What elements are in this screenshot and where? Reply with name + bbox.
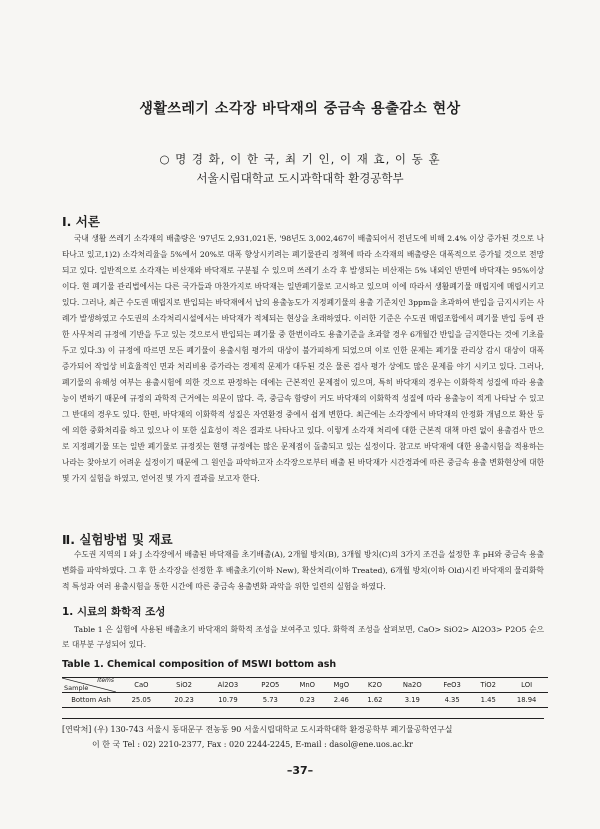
column-header: K2O <box>367 681 382 689</box>
column-header: P2O5 <box>261 681 280 689</box>
table-cell: 3.19 <box>404 696 420 704</box>
column-header: Na2O <box>402 681 422 689</box>
page-number: –37– <box>286 764 314 777</box>
column-header: MnO <box>299 681 315 689</box>
column-header: TiO2 <box>480 681 496 689</box>
composition-paragraph: Table 1 은 실험에 사용된 배출초기 바닥재의 화학적 조성을 보여주고 있다. 화학적 조성을 살펴보면, CaO> SiO2> Al2O3> P2O5 순으로 대부분 구성되어 있다. <box>62 625 544 650</box>
table-cell: 18.94 <box>516 696 537 704</box>
table-cell: 1.45 <box>480 696 496 704</box>
table-cell: 0.23 <box>299 696 315 704</box>
contact-footnote <box>62 722 552 752</box>
methods-paragraph: 수도권 지역의 I 와 J 소각장에서 배출된 바닥재를 초기배출(A), 2개월 방치(B), 3개월 방치(C)의 3가지 조건을 설정한 후 pH와 중금속 용출 변화를 파악하였다. 그 후 한 소각장을 선정한 후 배출초기(이하 New), 확산처리(이하 Treated), 6개월 방치(이하 Old)시킨 바닥재의 물리화학적 특성과 여러 용출시험을 통한 시간에 따른 중금속 용출변화 과악을 위한 일련의 실험을 하였다. <box>62 550 544 591</box>
chemical-composition-table <box>62 677 548 708</box>
subsection-heading-composition: 1. 시료의 화학적 조성 <box>62 606 166 618</box>
column-header: LOI <box>521 681 533 689</box>
table-cell: 4.35 <box>444 696 460 704</box>
footnote-divider <box>62 718 544 719</box>
table-cell: 1.62 <box>367 696 383 704</box>
column-header: Al2O3 <box>217 681 239 689</box>
column-header: CaO <box>134 681 149 689</box>
corner-items-label: Items <box>97 677 114 684</box>
affiliation: 서울시립대학교 도시과학대학 환경공학부 <box>196 171 404 185</box>
column-header: FeO3 <box>443 681 461 689</box>
table-cell: 2.46 <box>333 696 349 704</box>
table-cell: 20.23 <box>174 696 194 704</box>
section-heading-methods: Ⅱ. 실험방법 및 재료 <box>62 532 173 547</box>
row-sample-label: Bottom Ash <box>71 696 111 704</box>
column-header: SiO2 <box>176 681 192 689</box>
section-heading-introduction: Ⅰ. 서론 <box>62 214 100 229</box>
table-cell: 25.05 <box>131 696 152 704</box>
author-list: ○ 명 경 화, 이 한 국, 최 기 인, 이 재 효, 이 동 훈 <box>159 152 441 166</box>
paper-title: 생활쓰레기 소각장 바닥재의 중금속 용출감소 현상 <box>139 101 461 117</box>
table-caption: Table 1. Chemical composition of MSWI bottom ash <box>62 659 337 670</box>
table-corner-cell <box>62 678 120 693</box>
table-cell: 10.79 <box>218 696 238 704</box>
contact-phone-email: 이 한 국 Tel : 02) 2210-2377, Fax : 020 2244-2245, E-mail : dasol@ene.uos.ac.kr <box>92 740 413 749</box>
table-cell: 5.73 <box>262 696 278 704</box>
introduction-paragraph: 국내 생활 쓰레기 소각재의 배출량은 '97년도 2,931,021톤, '98년도 3,002,467이 배출되어서 전년도에 비해 2.4% 이상 증가된 것으로 나타나고 있고,1)2) 소각처리율을 5%에서 20%로 대폭 향상시키려는 폐기물관리 정책에 따라 소각재의 배출량은 대폭적으로 증가될 것으로 전망되고 있다. 일반적으로 소각재는 비산재와 바닥재로 구분될 수 있으며 쓰레기 소각 후 발생되는 비산재는 5% 내외인 반면에 바닥재는 95%이상이다. 현 폐기물 관리법에서는 다른 국가들과 마찬가지로 바닥재는 일반폐기물로 고시하고 있으며 이에 따라서 생활폐기물 매립지에 매립시키고 있다. 그러나, 최근 수도권 매립지로 반입되는 바닥재에서 납의 용출농도가 지정폐기물의 용출 기준치인 3ppm을 초과하여 반입을 금지시키는 사례가 발생하였고 수도권의 소각처리시설에서는 바닥재가 적체되는 현상을 초래하였다. 이러한 기준은 수도권 매립조합에서 폐기물 반입 등에 관한 사무처리 규정에 기반을 두고 있는 것으로서 반입되는 폐기물 중 한번이라도 용출기준을 초과할 경우 6개월간 반입을 금지한다는 것에 기초를 두고 있다.3) 이 규정에 따르면 모든 폐기물이 용출시험 평가의 대상이 불가피하게 되었으며 이로 인한 문제는 폐기물 관리상 감시 대상이 대폭 증가되어 작업상 비효율적인 면과 처리비용 증가라는 경제적 문제가 대두된 것은 물론 검사 평가 상에도 많은 문제를 야기 시키고 있다. 그러나, 폐기물의 유해성 여부는 용출시험에 의한 것으로 판정하는 데에는 근본적인 문제점이 있으며, 특히 바닥재의 경우는 이화학적 성질에 따라 용출능이 변하기 때문에 규정의 과학적 근거에는 의문이 많다. 즉, 중금속 함량이 커도 바닥재의 이화학적 성질에 따라 용출능이 적게 나타날 수 있고 그 반대의 경우도 있다. 한편, 바닥재의 이화학적 성질은 자연환경 중에서 쉽게 변한다. 최근에는 소각장에서 바닥재의 안정화 개념으로 확산 등에 의한 중화처리를 하고 있으나 이 또한 실효성이 적은 결과로 나타나고 있다. 이렇게 소각재 처리에 대한 근본적 대책 마련 없이 용출검사 만으로 지정폐기물 또는 일반 폐기물로 규정짓는 현행 규정에는 많은 문제점이 돌출되고 있는 실정이다. 참고로 바닥재에 대한 용출시험을 적용하는 나라는 찾아보기 어려운 실정이기 때문에 그 원인을 파악하고자 소각장으로부터 배출 된 바닥재가 시간경과에 따른 중금속 용출 변화현상에 대한 몇 가지 실험을 하였고, 얻어진 몇 가지 결과를 보고자 한다. <box>62 234 544 483</box>
table-header-row <box>62 678 548 693</box>
table-row <box>62 693 548 708</box>
column-header: MgO <box>333 681 350 689</box>
corner-sample-label: Sample <box>64 684 89 692</box>
contact-address: [연락처] (우) 130-743 서울시 동대문구 전농동 90 서울시립대학교 도시과학대학 환경공학부 폐기물공학연구실 <box>62 725 453 734</box>
